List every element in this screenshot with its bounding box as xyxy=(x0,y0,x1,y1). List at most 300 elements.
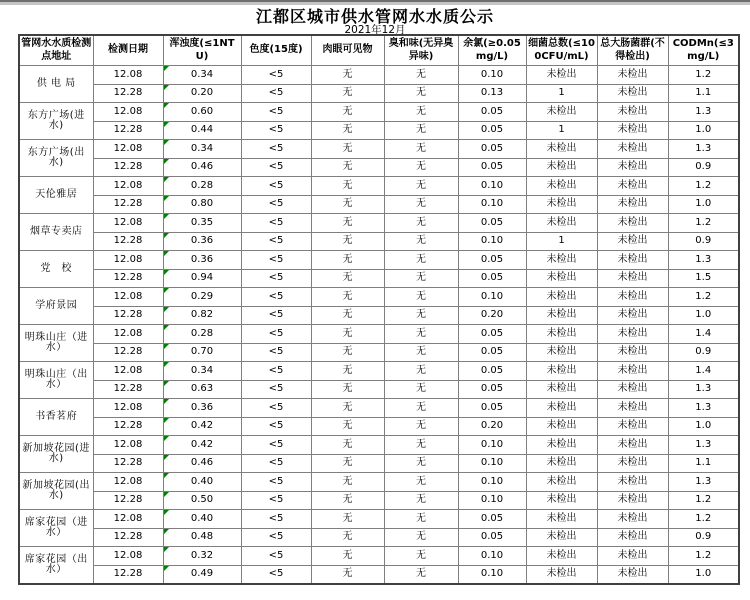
cell-coliform: 未检出 xyxy=(597,195,668,214)
cell-codmn: 1.2 xyxy=(668,510,739,529)
cell-error-indicator-icon xyxy=(164,251,169,256)
cell-date: 12.28 xyxy=(93,195,163,214)
cell-codmn: 1.0 xyxy=(668,306,739,325)
location-cell: 东方广场(进水) xyxy=(19,103,93,140)
cell-turbidity: 0.34 xyxy=(163,140,241,159)
cell-visible-matter: 无 xyxy=(311,306,384,325)
cell-bacteria-count: 未检出 xyxy=(526,103,597,122)
cell-coliform: 未检出 xyxy=(597,547,668,566)
table-row xyxy=(19,399,739,418)
cell-residual-chlorine: 0.10 xyxy=(458,547,526,566)
cell-turbidity: 0.48 xyxy=(163,528,241,547)
cell-turbidity: 0.94 xyxy=(163,269,241,288)
cell-coliform: 未检出 xyxy=(597,380,668,399)
cell-coliform: 未检出 xyxy=(597,565,668,584)
cell-residual-chlorine: 0.10 xyxy=(458,454,526,473)
cell-residual-chlorine: 0.05 xyxy=(458,158,526,177)
cell-residual-chlorine: 0.10 xyxy=(458,436,526,455)
cell-error-indicator-icon xyxy=(164,233,169,238)
cell-bacteria-count: 未检出 xyxy=(526,195,597,214)
cell-color: <5 xyxy=(241,232,311,251)
cell-bacteria-count: 未检出 xyxy=(526,399,597,418)
table-row xyxy=(19,251,739,270)
cell-codmn: 1.3 xyxy=(668,140,739,159)
cell-codmn: 0.9 xyxy=(668,232,739,251)
cell-residual-chlorine: 0.10 xyxy=(458,565,526,584)
cell-coliform: 未检出 xyxy=(597,140,668,159)
cell-turbidity: 0.20 xyxy=(163,84,241,103)
cell-coliform: 未检出 xyxy=(597,251,668,270)
cell-residual-chlorine: 0.20 xyxy=(458,306,526,325)
cell-color: <5 xyxy=(241,343,311,362)
table-row xyxy=(19,417,739,436)
cell-codmn: 0.9 xyxy=(668,158,739,177)
cell-color: <5 xyxy=(241,417,311,436)
cell-date: 12.08 xyxy=(93,436,163,455)
cell-color: <5 xyxy=(241,140,311,159)
cell-residual-chlorine: 0.05 xyxy=(458,121,526,140)
cell-codmn: 1.3 xyxy=(668,436,739,455)
cell-bacteria-count: 1 xyxy=(526,121,597,140)
cell-coliform: 未检出 xyxy=(597,103,668,122)
cell-date: 12.28 xyxy=(93,306,163,325)
cell-error-indicator-icon xyxy=(164,455,169,460)
cell-turbidity: 0.34 xyxy=(163,66,241,85)
cell-residual-chlorine: 0.10 xyxy=(458,66,526,85)
cell-visible-matter: 无 xyxy=(311,232,384,251)
cell-bacteria-count: 未检出 xyxy=(526,528,597,547)
location-cell: 党 校 xyxy=(19,251,93,288)
cell-turbidity: 0.70 xyxy=(163,343,241,362)
cell-error-indicator-icon xyxy=(164,177,169,182)
col-header-color: 色度(15度) xyxy=(241,35,311,66)
location-cell: 书香茗府 xyxy=(19,399,93,436)
cell-turbidity: 0.29 xyxy=(163,288,241,307)
table-row xyxy=(19,510,739,529)
cell-color: <5 xyxy=(241,510,311,529)
cell-odor-taste: 无 xyxy=(384,177,458,196)
cell-error-indicator-icon xyxy=(164,214,169,219)
cell-odor-taste: 无 xyxy=(384,306,458,325)
cell-date: 12.08 xyxy=(93,288,163,307)
cell-bacteria-count: 未检出 xyxy=(526,362,597,381)
page-title: 江都区城市供水管网水水质公示 xyxy=(255,7,494,26)
cell-codmn: 0.9 xyxy=(668,528,739,547)
cell-bacteria-count: 1 xyxy=(526,232,597,251)
cell-error-indicator-icon xyxy=(164,159,169,164)
cell-codmn: 1.4 xyxy=(668,325,739,344)
location-cell: 天伦雅居 xyxy=(19,177,93,214)
cell-turbidity: 0.46 xyxy=(163,158,241,177)
cell-turbidity: 0.46 xyxy=(163,454,241,473)
location-cell: 席家花园（出水） xyxy=(19,547,93,585)
cell-codmn: 1.2 xyxy=(668,66,739,85)
cell-date: 12.28 xyxy=(93,269,163,288)
cell-visible-matter: 无 xyxy=(311,288,384,307)
cell-codmn: 1.3 xyxy=(668,251,739,270)
cell-coliform: 未检出 xyxy=(597,454,668,473)
cell-coliform: 未检出 xyxy=(597,177,668,196)
location-cell: 学府景园 xyxy=(19,288,93,325)
location-cell: 东方广场(出水) xyxy=(19,140,93,177)
table-row xyxy=(19,565,739,584)
cell-visible-matter: 无 xyxy=(311,269,384,288)
cell-error-indicator-icon xyxy=(164,362,169,367)
cell-date: 12.28 xyxy=(93,121,163,140)
cell-color: <5 xyxy=(241,380,311,399)
col-header-location: 管网水水质检测点地址 xyxy=(19,35,93,66)
cell-visible-matter: 无 xyxy=(311,343,384,362)
water-quality-table xyxy=(18,34,740,585)
cell-error-indicator-icon xyxy=(164,381,169,386)
cell-odor-taste: 无 xyxy=(384,565,458,584)
location-cell: 席家花园（进水） xyxy=(19,510,93,547)
cell-residual-chlorine: 0.05 xyxy=(458,140,526,159)
table-row xyxy=(19,454,739,473)
cell-coliform: 未检出 xyxy=(597,288,668,307)
table-row xyxy=(19,121,739,140)
cell-date: 12.28 xyxy=(93,417,163,436)
table-row xyxy=(19,84,739,103)
cell-visible-matter: 无 xyxy=(311,362,384,381)
cell-error-indicator-icon xyxy=(164,103,169,108)
table-row xyxy=(19,436,739,455)
cell-odor-taste: 无 xyxy=(384,269,458,288)
cell-coliform: 未检出 xyxy=(597,473,668,492)
cell-bacteria-count: 未检出 xyxy=(526,214,597,233)
cell-error-indicator-icon xyxy=(164,196,169,201)
cell-color: <5 xyxy=(241,454,311,473)
cell-visible-matter: 无 xyxy=(311,491,384,510)
cell-date: 12.08 xyxy=(93,66,163,85)
cell-turbidity: 0.42 xyxy=(163,436,241,455)
cell-date: 12.08 xyxy=(93,547,163,566)
cell-odor-taste: 无 xyxy=(384,362,458,381)
cell-residual-chlorine: 0.10 xyxy=(458,491,526,510)
cell-codmn: 1.2 xyxy=(668,491,739,510)
cell-visible-matter: 无 xyxy=(311,528,384,547)
cell-codmn: 1.2 xyxy=(668,547,739,566)
cell-visible-matter: 无 xyxy=(311,473,384,492)
cell-date: 12.28 xyxy=(93,158,163,177)
cell-odor-taste: 无 xyxy=(384,417,458,436)
cell-visible-matter: 无 xyxy=(311,547,384,566)
cell-color: <5 xyxy=(241,251,311,270)
cell-color: <5 xyxy=(241,177,311,196)
cell-codmn: 1.1 xyxy=(668,454,739,473)
cell-residual-chlorine: 0.05 xyxy=(458,362,526,381)
cell-color: <5 xyxy=(241,436,311,455)
cell-bacteria-count: 未检出 xyxy=(526,380,597,399)
cell-date: 12.08 xyxy=(93,177,163,196)
cell-color: <5 xyxy=(241,325,311,344)
cell-date: 12.28 xyxy=(93,454,163,473)
cell-residual-chlorine: 0.05 xyxy=(458,510,526,529)
cell-visible-matter: 无 xyxy=(311,214,384,233)
cell-color: <5 xyxy=(241,399,311,418)
cell-turbidity: 0.60 xyxy=(163,103,241,122)
location-cell: 明珠山庄（进水） xyxy=(19,325,93,362)
cell-coliform: 未检出 xyxy=(597,232,668,251)
cell-odor-taste: 无 xyxy=(384,195,458,214)
table-row xyxy=(19,103,739,122)
cell-codmn: 1.3 xyxy=(668,399,739,418)
cell-bacteria-count: 未检出 xyxy=(526,158,597,177)
cell-coliform: 未检出 xyxy=(597,399,668,418)
cell-residual-chlorine: 0.10 xyxy=(458,473,526,492)
cell-bacteria-count: 未检出 xyxy=(526,547,597,566)
cell-visible-matter: 无 xyxy=(311,399,384,418)
cell-odor-taste: 无 xyxy=(384,325,458,344)
cell-coliform: 未检出 xyxy=(597,436,668,455)
table-row xyxy=(19,343,739,362)
cell-turbidity: 0.28 xyxy=(163,325,241,344)
table-row xyxy=(19,195,739,214)
cell-bacteria-count: 未检出 xyxy=(526,454,597,473)
col-header-coliform: 总大肠菌群(不得检出) xyxy=(597,35,668,66)
cell-odor-taste: 无 xyxy=(384,547,458,566)
cell-bacteria-count: 未检出 xyxy=(526,417,597,436)
table-row xyxy=(19,325,739,344)
cell-error-indicator-icon xyxy=(164,436,169,441)
table-row xyxy=(19,547,739,566)
cell-turbidity: 0.40 xyxy=(163,473,241,492)
cell-residual-chlorine: 0.20 xyxy=(458,417,526,436)
cell-turbidity: 0.42 xyxy=(163,417,241,436)
cell-error-indicator-icon xyxy=(164,85,169,90)
cell-bacteria-count: 未检出 xyxy=(526,251,597,270)
cell-coliform: 未检出 xyxy=(597,510,668,529)
cell-color: <5 xyxy=(241,528,311,547)
cell-residual-chlorine: 0.10 xyxy=(458,177,526,196)
cell-odor-taste: 无 xyxy=(384,288,458,307)
cell-codmn: 1.0 xyxy=(668,565,739,584)
cell-error-indicator-icon xyxy=(164,547,169,552)
cell-turbidity: 0.44 xyxy=(163,121,241,140)
cell-visible-matter: 无 xyxy=(311,380,384,399)
cell-color: <5 xyxy=(241,362,311,381)
cell-date: 12.08 xyxy=(93,473,163,492)
cell-date: 12.28 xyxy=(93,84,163,103)
cell-visible-matter: 无 xyxy=(311,454,384,473)
cell-bacteria-count: 未检出 xyxy=(526,473,597,492)
cell-visible-matter: 无 xyxy=(311,103,384,122)
table-row xyxy=(19,158,739,177)
header-row xyxy=(19,35,739,66)
cell-error-indicator-icon xyxy=(164,325,169,330)
cell-codmn: 1.3 xyxy=(668,103,739,122)
cell-date: 12.28 xyxy=(93,528,163,547)
cell-color: <5 xyxy=(241,269,311,288)
cell-coliform: 未检出 xyxy=(597,325,668,344)
table-row xyxy=(19,491,739,510)
cell-residual-chlorine: 0.05 xyxy=(458,528,526,547)
cell-color: <5 xyxy=(241,565,311,584)
cell-date: 12.08 xyxy=(93,140,163,159)
table-row xyxy=(19,66,739,85)
cell-odor-taste: 无 xyxy=(384,214,458,233)
cell-odor-taste: 无 xyxy=(384,84,458,103)
cell-codmn: 0.9 xyxy=(668,343,739,362)
col-header-residual-chlorine: 余氯(≥0.05mg/L) xyxy=(458,35,526,66)
cell-odor-taste: 无 xyxy=(384,510,458,529)
cell-residual-chlorine: 0.05 xyxy=(458,214,526,233)
cell-bacteria-count: 未检出 xyxy=(526,306,597,325)
cell-date: 12.08 xyxy=(93,325,163,344)
cell-codmn: 1.5 xyxy=(668,269,739,288)
table-row xyxy=(19,269,739,288)
cell-date: 12.08 xyxy=(93,510,163,529)
cell-error-indicator-icon xyxy=(164,399,169,404)
cell-coliform: 未检出 xyxy=(597,84,668,103)
cell-residual-chlorine: 0.05 xyxy=(458,343,526,362)
cell-color: <5 xyxy=(241,195,311,214)
cell-date: 12.08 xyxy=(93,362,163,381)
table-row xyxy=(19,177,739,196)
cell-turbidity: 0.34 xyxy=(163,362,241,381)
cell-bacteria-count: 未检出 xyxy=(526,436,597,455)
cell-visible-matter: 无 xyxy=(311,565,384,584)
cell-error-indicator-icon xyxy=(164,288,169,293)
cell-odor-taste: 无 xyxy=(384,399,458,418)
cell-turbidity: 0.36 xyxy=(163,251,241,270)
cell-coliform: 未检出 xyxy=(597,343,668,362)
cell-visible-matter: 无 xyxy=(311,121,384,140)
cell-residual-chlorine: 0.05 xyxy=(458,103,526,122)
cell-date: 12.08 xyxy=(93,103,163,122)
cell-error-indicator-icon xyxy=(164,492,169,497)
cell-turbidity: 0.40 xyxy=(163,510,241,529)
cell-codmn: 1.2 xyxy=(668,177,739,196)
cell-turbidity: 0.50 xyxy=(163,491,241,510)
table-row xyxy=(19,232,739,251)
cell-residual-chlorine: 0.05 xyxy=(458,325,526,344)
cell-odor-taste: 无 xyxy=(384,528,458,547)
table-row xyxy=(19,528,739,547)
location-cell: 烟草专卖店 xyxy=(19,214,93,251)
cell-residual-chlorine: 0.05 xyxy=(458,269,526,288)
cell-color: <5 xyxy=(241,84,311,103)
cell-color: <5 xyxy=(241,491,311,510)
cell-date: 12.28 xyxy=(93,491,163,510)
cell-residual-chlorine: 0.13 xyxy=(458,84,526,103)
cell-visible-matter: 无 xyxy=(311,177,384,196)
table-row xyxy=(19,288,739,307)
page-subtitle: 2021年12月 xyxy=(344,24,406,36)
cell-error-indicator-icon xyxy=(164,510,169,515)
cell-bacteria-count: 未检出 xyxy=(526,343,597,362)
cell-bacteria-count: 1 xyxy=(526,84,597,103)
cell-color: <5 xyxy=(241,158,311,177)
location-cell: 供 电 局 xyxy=(19,66,93,103)
table-body xyxy=(19,66,739,585)
table-row xyxy=(19,140,739,159)
cell-coliform: 未检出 xyxy=(597,417,668,436)
cell-coliform: 未检出 xyxy=(597,306,668,325)
col-header-visible-matter: 肉眼可见物 xyxy=(311,35,384,66)
cell-visible-matter: 无 xyxy=(311,140,384,159)
cell-residual-chlorine: 0.10 xyxy=(458,195,526,214)
cell-turbidity: 0.80 xyxy=(163,195,241,214)
cell-turbidity: 0.32 xyxy=(163,547,241,566)
cell-coliform: 未检出 xyxy=(597,158,668,177)
cell-bacteria-count: 未检出 xyxy=(526,510,597,529)
cell-bacteria-count: 未检出 xyxy=(526,565,597,584)
cell-visible-matter: 无 xyxy=(311,84,384,103)
cell-bacteria-count: 未检出 xyxy=(526,491,597,510)
cell-odor-taste: 无 xyxy=(384,343,458,362)
cell-visible-matter: 无 xyxy=(311,510,384,529)
cell-odor-taste: 无 xyxy=(384,121,458,140)
cell-turbidity: 0.36 xyxy=(163,399,241,418)
cell-bacteria-count: 未检出 xyxy=(526,269,597,288)
cell-error-indicator-icon xyxy=(164,566,169,571)
cell-error-indicator-icon xyxy=(164,140,169,145)
cell-codmn: 1.2 xyxy=(668,288,739,307)
cell-date: 12.08 xyxy=(93,251,163,270)
cell-odor-taste: 无 xyxy=(384,66,458,85)
cell-visible-matter: 无 xyxy=(311,195,384,214)
cell-odor-taste: 无 xyxy=(384,140,458,159)
cell-visible-matter: 无 xyxy=(311,325,384,344)
cell-error-indicator-icon xyxy=(164,418,169,423)
cell-codmn: 1.2 xyxy=(668,214,739,233)
cell-visible-matter: 无 xyxy=(311,436,384,455)
cell-visible-matter: 无 xyxy=(311,158,384,177)
cell-date: 12.28 xyxy=(93,343,163,362)
cell-visible-matter: 无 xyxy=(311,251,384,270)
cell-turbidity: 0.49 xyxy=(163,565,241,584)
cell-error-indicator-icon xyxy=(164,66,169,71)
cell-color: <5 xyxy=(241,547,311,566)
cell-error-indicator-icon xyxy=(164,270,169,275)
cell-color: <5 xyxy=(241,66,311,85)
location-cell: 新加坡花园(出水) xyxy=(19,473,93,510)
cell-bacteria-count: 未检出 xyxy=(526,140,597,159)
cell-odor-taste: 无 xyxy=(384,103,458,122)
cell-codmn: 1.3 xyxy=(668,473,739,492)
cell-coliform: 未检出 xyxy=(597,362,668,381)
cell-odor-taste: 无 xyxy=(384,454,458,473)
cell-coliform: 未检出 xyxy=(597,121,668,140)
table-row xyxy=(19,473,739,492)
cell-residual-chlorine: 0.10 xyxy=(458,288,526,307)
col-header-turbidity: 浑浊度(≤1NTU) xyxy=(163,35,241,66)
col-header-date: 检测日期 xyxy=(93,35,163,66)
cell-turbidity: 0.36 xyxy=(163,232,241,251)
cell-color: <5 xyxy=(241,121,311,140)
cell-residual-chlorine: 0.10 xyxy=(458,232,526,251)
table-row xyxy=(19,380,739,399)
cell-color: <5 xyxy=(241,103,311,122)
cell-color: <5 xyxy=(241,288,311,307)
cell-residual-chlorine: 0.05 xyxy=(458,380,526,399)
cell-coliform: 未检出 xyxy=(597,528,668,547)
cell-odor-taste: 无 xyxy=(384,158,458,177)
col-header-bacteria-count: 细菌总数(≤100CFU/mL) xyxy=(526,35,597,66)
cell-visible-matter: 无 xyxy=(311,417,384,436)
cell-date: 12.28 xyxy=(93,380,163,399)
col-header-codmn: CODMn(≤3mg/L) xyxy=(668,35,739,66)
cell-codmn: 1.0 xyxy=(668,195,739,214)
cell-turbidity: 0.35 xyxy=(163,214,241,233)
cell-error-indicator-icon xyxy=(164,307,169,312)
cell-codmn: 1.1 xyxy=(668,84,739,103)
cell-date: 12.08 xyxy=(93,399,163,418)
table-row xyxy=(19,362,739,381)
cell-odor-taste: 无 xyxy=(384,436,458,455)
cell-bacteria-count: 未检出 xyxy=(526,325,597,344)
